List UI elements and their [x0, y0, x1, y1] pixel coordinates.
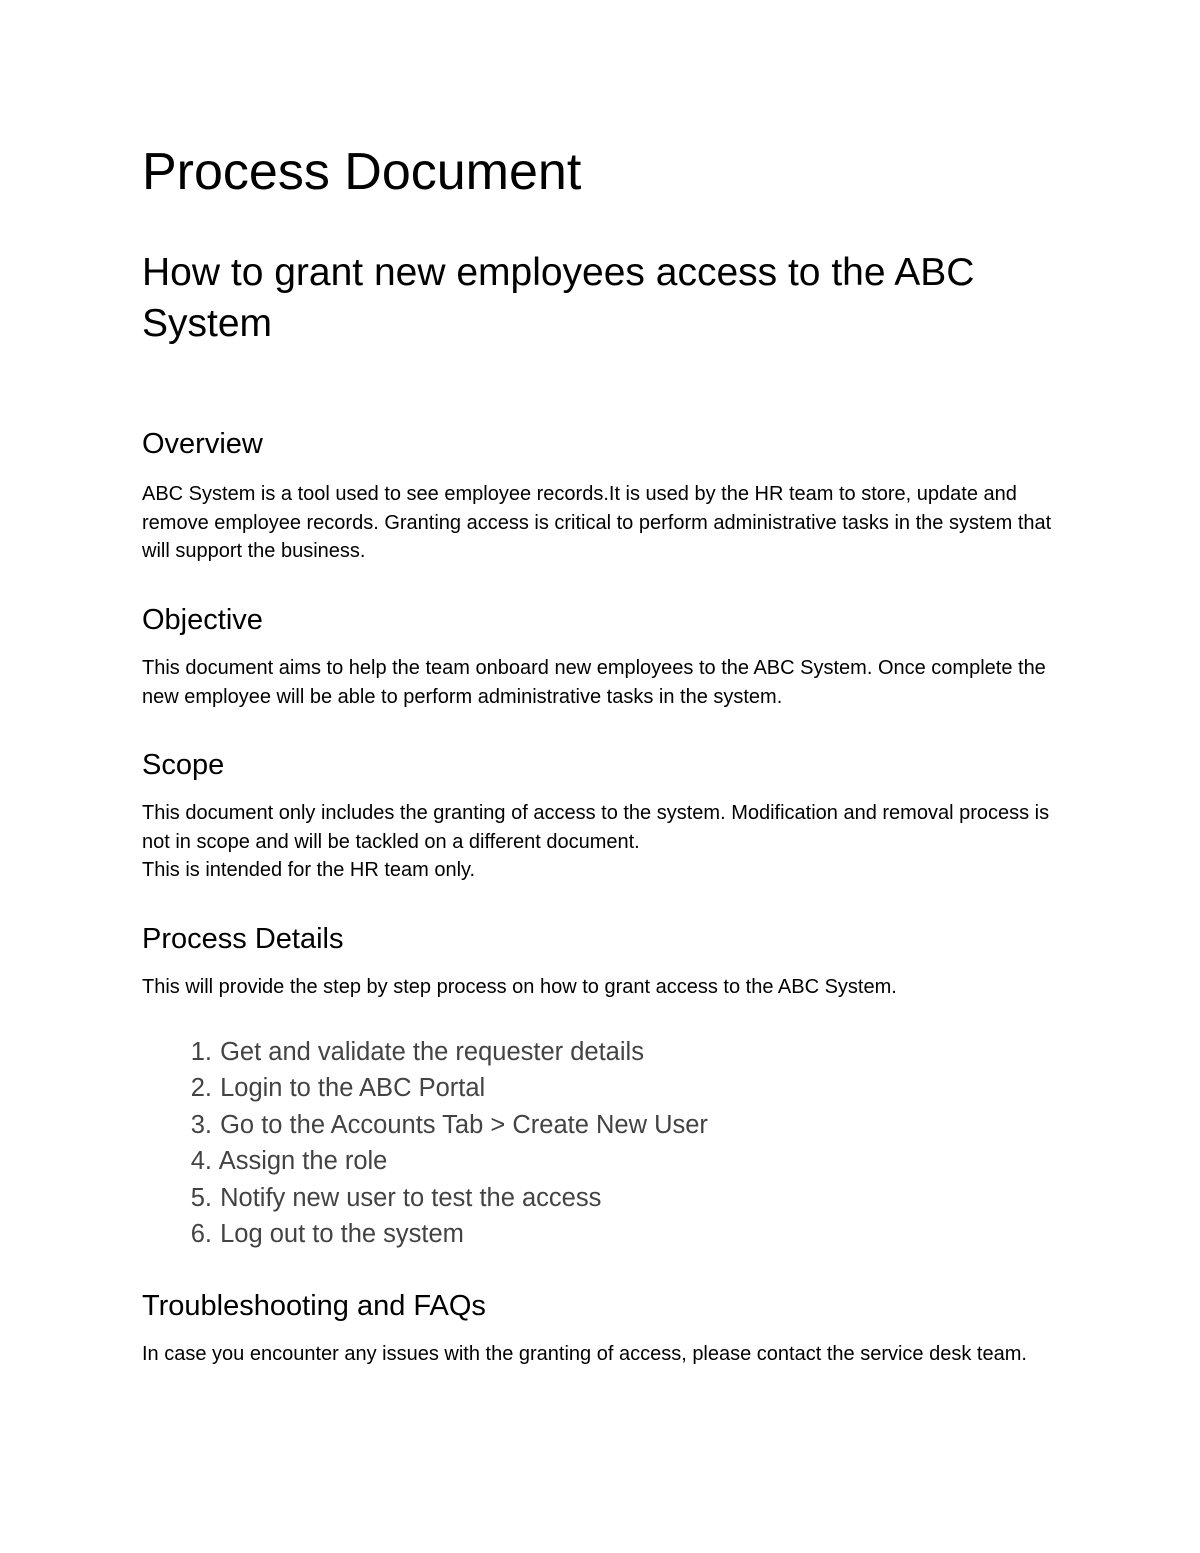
scope-heading: Scope [142, 749, 225, 781]
process-steps-list [142, 1034, 708, 1252]
objective-heading: Objective [142, 604, 263, 636]
step-text: Login to the ABC Portal [220, 1074, 486, 1103]
process-step [142, 1143, 708, 1179]
process-details-text: This will provide the step by step process on how to grant access to the ABC System. [142, 976, 897, 998]
step-number: 5. [190, 1183, 212, 1212]
process-step [142, 1070, 708, 1106]
scope-audience-text: This is intended for the HR team only. [142, 859, 476, 881]
step-text: Log out to the system [220, 1220, 464, 1249]
troubleshooting-heading: Troubleshooting and FAQs [142, 1290, 486, 1322]
objective-text: This document aims to help the team onboard new employees to the ABC System. Once complete the new employee will be able to perform administrative tasks in the system. [142, 657, 1046, 708]
step-text: Notify new user to test the access [220, 1183, 602, 1212]
overview-text: ABC System is a tool used to see employee records.It is used by the HR team to store, update and remove employee records. Granting access is critical to perform administrative tasks in the system that will support the business. [142, 483, 1052, 562]
document-title: Process Document [142, 143, 582, 201]
step-number: 1. [190, 1038, 212, 1066]
step-number: 4. [190, 1147, 212, 1176]
step-number: 2. [190, 1074, 212, 1103]
troubleshooting-text: In case you encounter any issues with the granting of access, please contact the service desk team. [142, 1343, 1027, 1365]
process-details-heading: Process Details [142, 923, 344, 955]
scope-text: This document only includes the granting of access to the system. Modification and removal process is not in scope and will be tackled on a different document. [142, 802, 1050, 853]
process-step [142, 1216, 708, 1252]
overview-heading: Overview [142, 428, 263, 460]
step-text: Get and validate the requester details [220, 1038, 644, 1066]
document-subtitle: How to grant new employees access to the ABC System [142, 251, 975, 345]
process-step [142, 1107, 708, 1143]
step-text: Go to the Accounts Tab > Create New User [220, 1110, 708, 1139]
step-text: Assign the role [218, 1147, 388, 1176]
process-step [142, 1180, 708, 1216]
step-number: 3. [190, 1110, 212, 1139]
step-number: 6. [190, 1220, 212, 1249]
process-step [142, 1034, 708, 1070]
